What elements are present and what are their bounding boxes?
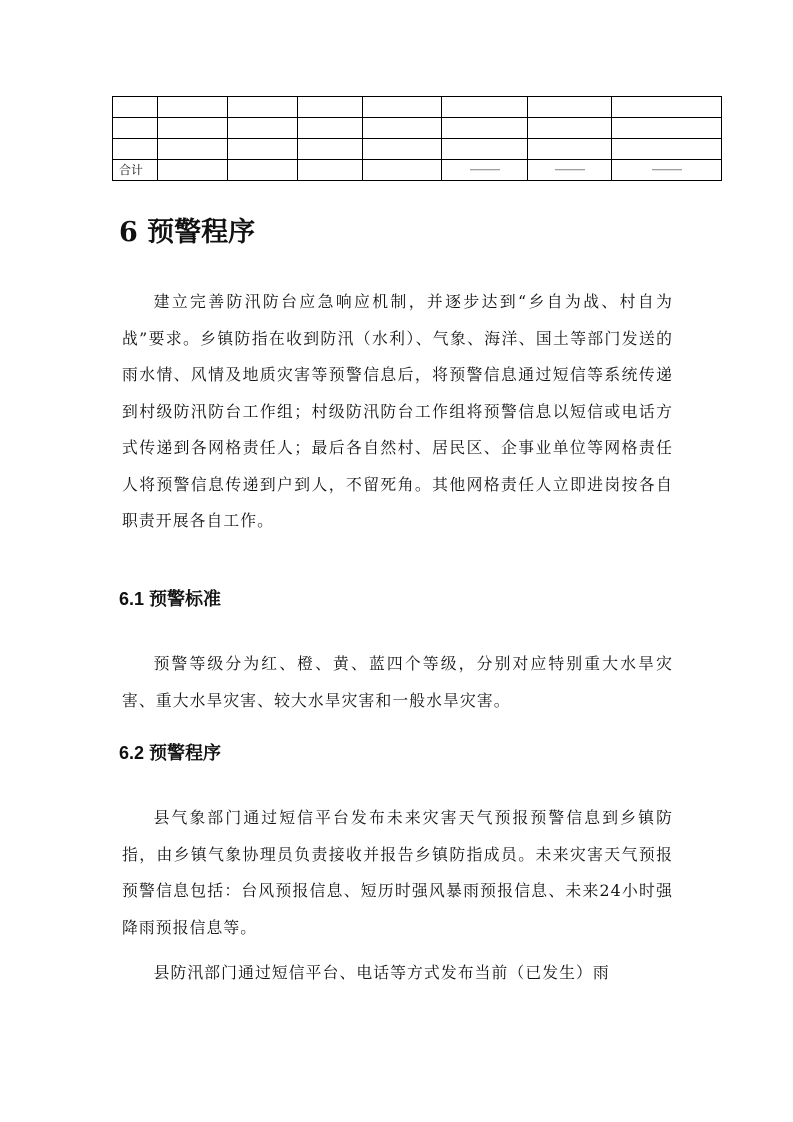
table-cell — [363, 118, 442, 139]
table-cell — [528, 118, 612, 139]
section-6-heading: 6 预警程序 — [119, 217, 256, 248]
table-cell — [363, 160, 442, 181]
table-cell — [612, 139, 722, 160]
table-cell — [612, 97, 722, 118]
table-cell — [612, 118, 722, 139]
table-cell — [528, 97, 612, 118]
table-cell-dash: ——— — [612, 160, 722, 181]
table-cell — [158, 97, 228, 118]
table-cell — [298, 139, 363, 160]
section-6-1-heading: 6.1 预警标准 — [119, 589, 222, 609]
table-cell — [228, 118, 298, 139]
table-cell — [442, 118, 528, 139]
table-cell — [363, 139, 442, 160]
statistics-table — [112, 96, 722, 181]
table-row — [113, 97, 722, 118]
section-6-2-paragraph-2: 县防汛部门通过短信平台、电话等方式发布当前（已发生）雨 — [153, 963, 610, 982]
table-cell — [298, 160, 363, 181]
table-cell — [528, 139, 612, 160]
table-cell — [113, 97, 158, 118]
table-row — [113, 118, 722, 139]
table-cell — [158, 118, 228, 139]
table-cell — [298, 118, 363, 139]
table-total-row — [113, 160, 722, 181]
table-cell-dash: ——— — [528, 160, 612, 181]
table-cell — [363, 97, 442, 118]
table-cell — [158, 139, 228, 160]
table-row — [113, 139, 722, 160]
section-6-2-heading: 6.2 预警程序 — [119, 743, 222, 763]
section-6-1-paragraph: 预警等级分为红、橙、黄、蓝四个等级，分别对应特别重大水旱灾害、重大水旱灾害、较大水旱灾害和一般水旱灾害。 — [122, 654, 673, 710]
total-label: 合计 — [113, 160, 158, 181]
table-cell — [228, 97, 298, 118]
table-cell — [113, 139, 158, 160]
section-6-paragraph: 建立完善防汛防台应急响应机制，并逐步达到“乡自为战、村自为战”要求。乡镇防指在收到防汛（水利）、气象、海洋、国土等部门发送的雨水情、风情及地质灾害等预警信息后，将预警信息通过短信等系统传递到村级防汛防台工作组；村级防汛防台工作组将预警信息以短信或电话方式传递到各网格责任人；最后各自然村、居民区、企事业单位等网格责任人将预警信息传递到户到人，不留死角。其他网格责任人立即进岗按各自职责开展各自工作。 — [122, 292, 673, 530]
table-cell — [228, 160, 298, 181]
section-6-2-paragraph-1: 县气象部门通过短信平台发布未来灾害天气预报预警信息到乡镇防指，由乡镇气象协理员负责接收并报告乡镇防指成员。未来灾害天气预报预警信息包括：台风预报信息、短历时强风暴雨预报信息、未来24小时强降雨预报信息等。 — [122, 808, 673, 937]
table-cell — [442, 97, 528, 118]
table-cell — [113, 118, 158, 139]
table-cell — [442, 139, 528, 160]
table-cell-dash: ——— — [442, 160, 528, 181]
table-cell — [158, 160, 228, 181]
table-cell — [298, 97, 363, 118]
table-cell — [228, 139, 298, 160]
